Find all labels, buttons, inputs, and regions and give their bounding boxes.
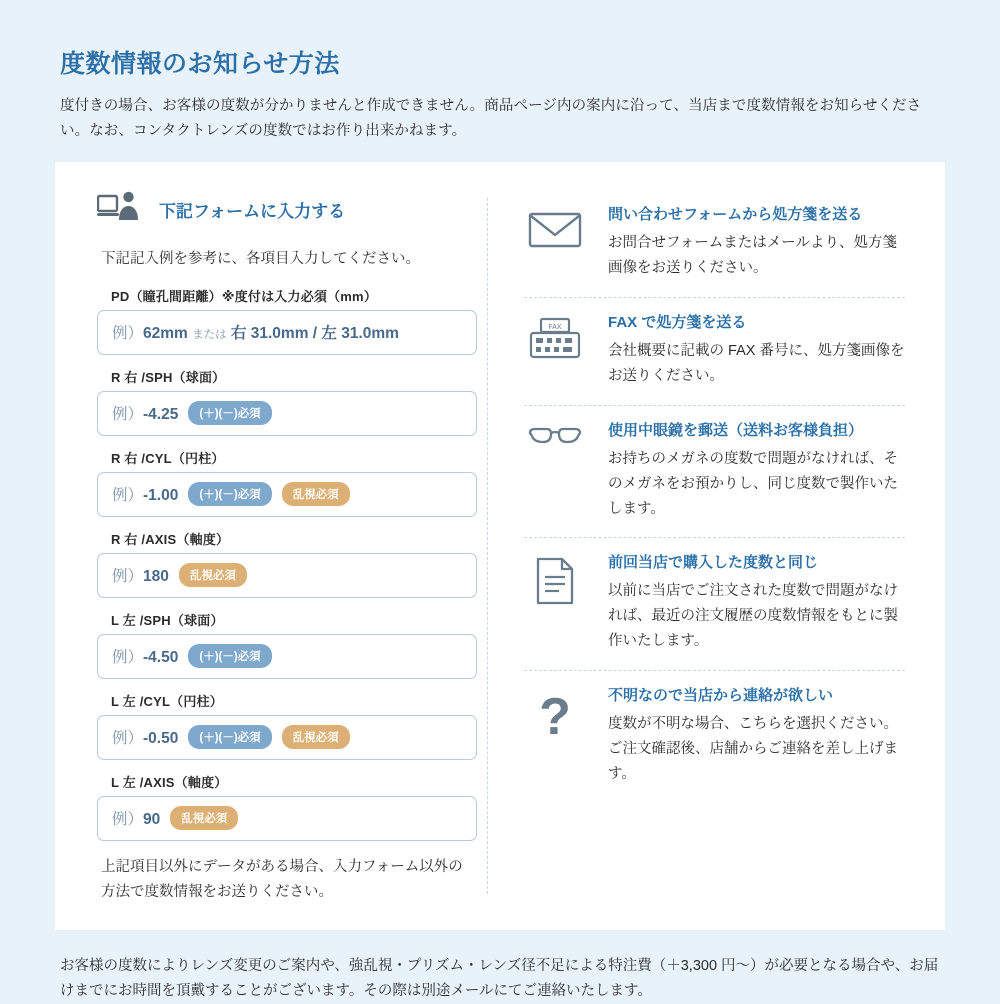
method-item-unknown-contact-me[interactable] <box>524 671 905 803</box>
badge-sign-required: (＋)(－)必須 <box>188 401 271 425</box>
svg-text:FAX: FAX <box>548 323 562 331</box>
field-r-sph-label: R 右 /SPH（球面） <box>111 369 226 385</box>
method-body: 以前に当店でご注文された度数で問題がなければ、最近の注文履歴の度数情報をもとに製作いたします。 <box>608 583 898 650</box>
badge-sign-required: (＋)(－)必須 <box>188 644 271 668</box>
document-icon <box>524 551 586 654</box>
method-item-previous-order[interactable] <box>524 538 905 671</box>
method-title: FAX で処方箋を送る <box>608 313 747 331</box>
badge-astigmatism-required: 乱視必須 <box>170 806 238 830</box>
field-r-sph-input[interactable] <box>97 391 477 436</box>
field-pd-example: 例）62mm または 右 31.0mm / 左 31.0mm <box>112 325 399 343</box>
field-r-sph-example: 例）-4.25 <box>112 406 179 424</box>
field-r-cyl <box>97 448 477 517</box>
page-footer-note: お客様の度数によりレンズ変更のご案内や、強乱視・プリズム・レンズ径不足による特注費（＋3,300 円〜）が必要となる場合や、お届けまでにお時間を頂戴することがございます。その際は別途メールにてご連絡いたします。 <box>60 957 939 999</box>
content-card <box>55 162 945 930</box>
field-pd-input[interactable] <box>97 310 477 355</box>
method-body: 度数が不明な場合、こちらを選択ください。ご注文確認後、店舗からご連絡を差し上げます。 <box>608 716 898 783</box>
badge-astigmatism-required: 乱視必須 <box>179 563 247 587</box>
field-r-cyl-label: R 右 /CYL（円柱） <box>111 450 225 466</box>
field-r-cyl-example: 例）-1.00 <box>112 487 179 505</box>
field-l-axis-example: 例）90 <box>112 811 161 829</box>
page-lead-text: 度付きの場合、お客様の度数が分かりませんと作成できません。商品ページ内の案内に沿って、当店まで度数情報をお知らせください。なお、コンタクトレンズの度数ではお作り出来かねます。 <box>60 98 922 139</box>
fax-icon <box>524 311 586 389</box>
glasses-icon <box>524 419 586 522</box>
svg-text:?: ? <box>539 690 571 743</box>
field-l-cyl-example: 例）-0.50 <box>112 730 179 748</box>
method-body: 会社概要に記載の FAX 番号に、処方箋画像をお送りください。 <box>608 342 905 384</box>
field-r-axis-example: 例）180 <box>112 568 169 586</box>
field-l-sph <box>97 610 477 679</box>
field-l-axis <box>97 772 477 841</box>
method-title: 前回当店で購入した度数と同じ <box>608 554 819 572</box>
method-item-mail-glasses[interactable] <box>524 406 905 539</box>
method-item-inquiry-form[interactable] <box>524 190 905 298</box>
form-column-header <box>97 190 477 229</box>
field-pd-label: PD（瞳孔間距離）※度付は入力必須（mm） <box>111 288 378 304</box>
field-l-axis-input[interactable] <box>97 796 477 841</box>
badge-astigmatism-required: 乱視必須 <box>282 482 350 506</box>
badge-sign-required: (＋)(－)必須 <box>188 725 271 749</box>
form-input-column <box>55 162 487 930</box>
field-l-sph-label: L 左 /SPH（球面） <box>111 612 224 628</box>
person-at-laptop-icon <box>97 190 143 229</box>
field-l-cyl <box>97 691 477 760</box>
badge-astigmatism-required: 乱視必須 <box>282 725 350 749</box>
field-l-sph-input[interactable] <box>97 634 477 679</box>
field-l-cyl-label: L 左 /CYL（円柱） <box>111 693 223 709</box>
page-title: 度数情報のお知らせ方法 <box>60 50 340 78</box>
alternative-methods-column <box>488 162 945 930</box>
field-pd <box>97 286 477 355</box>
field-l-axis-label: L 左 /AXIS（軸度） <box>111 774 228 790</box>
envelope-icon <box>524 203 586 281</box>
method-item-fax[interactable] <box>524 298 905 406</box>
field-r-axis-label: R 右 /AXIS（軸度） <box>111 531 230 547</box>
question-mark-icon <box>524 684 586 787</box>
form-column-subheading: 下記記入例を参考に、各項目入力してください。 <box>101 250 420 267</box>
method-title: 使用中眼鏡を郵送（送料お客様負担） <box>608 421 864 439</box>
method-title: 問い合わせフォームから処方箋を送る <box>608 205 863 223</box>
field-r-cyl-input[interactable] <box>97 472 477 517</box>
method-body: お持ちのメガネの度数で問題がなければ、そのメガネをお預かりし、同じ度数で製作いたします。 <box>608 450 898 517</box>
field-l-sph-example: 例）-4.50 <box>112 649 179 667</box>
field-r-axis-input[interactable] <box>97 553 477 598</box>
form-column-heading: 下記フォームに入力する <box>159 201 346 221</box>
field-r-sph <box>97 367 477 436</box>
method-body: お問合せフォームまたはメールより、処方箋画像をお送りください。 <box>608 234 897 276</box>
method-title: 不明なので当店から連絡が欲しい <box>608 687 834 705</box>
field-l-cyl-input[interactable] <box>97 715 477 760</box>
page-header <box>0 0 1000 144</box>
field-r-axis <box>97 529 477 598</box>
form-column-note: 上記項目以外にデータがある場合、入力フォーム以外の方法で度数情報をお送りください。 <box>101 858 463 901</box>
badge-sign-required: (＋)(－)必須 <box>188 482 271 506</box>
